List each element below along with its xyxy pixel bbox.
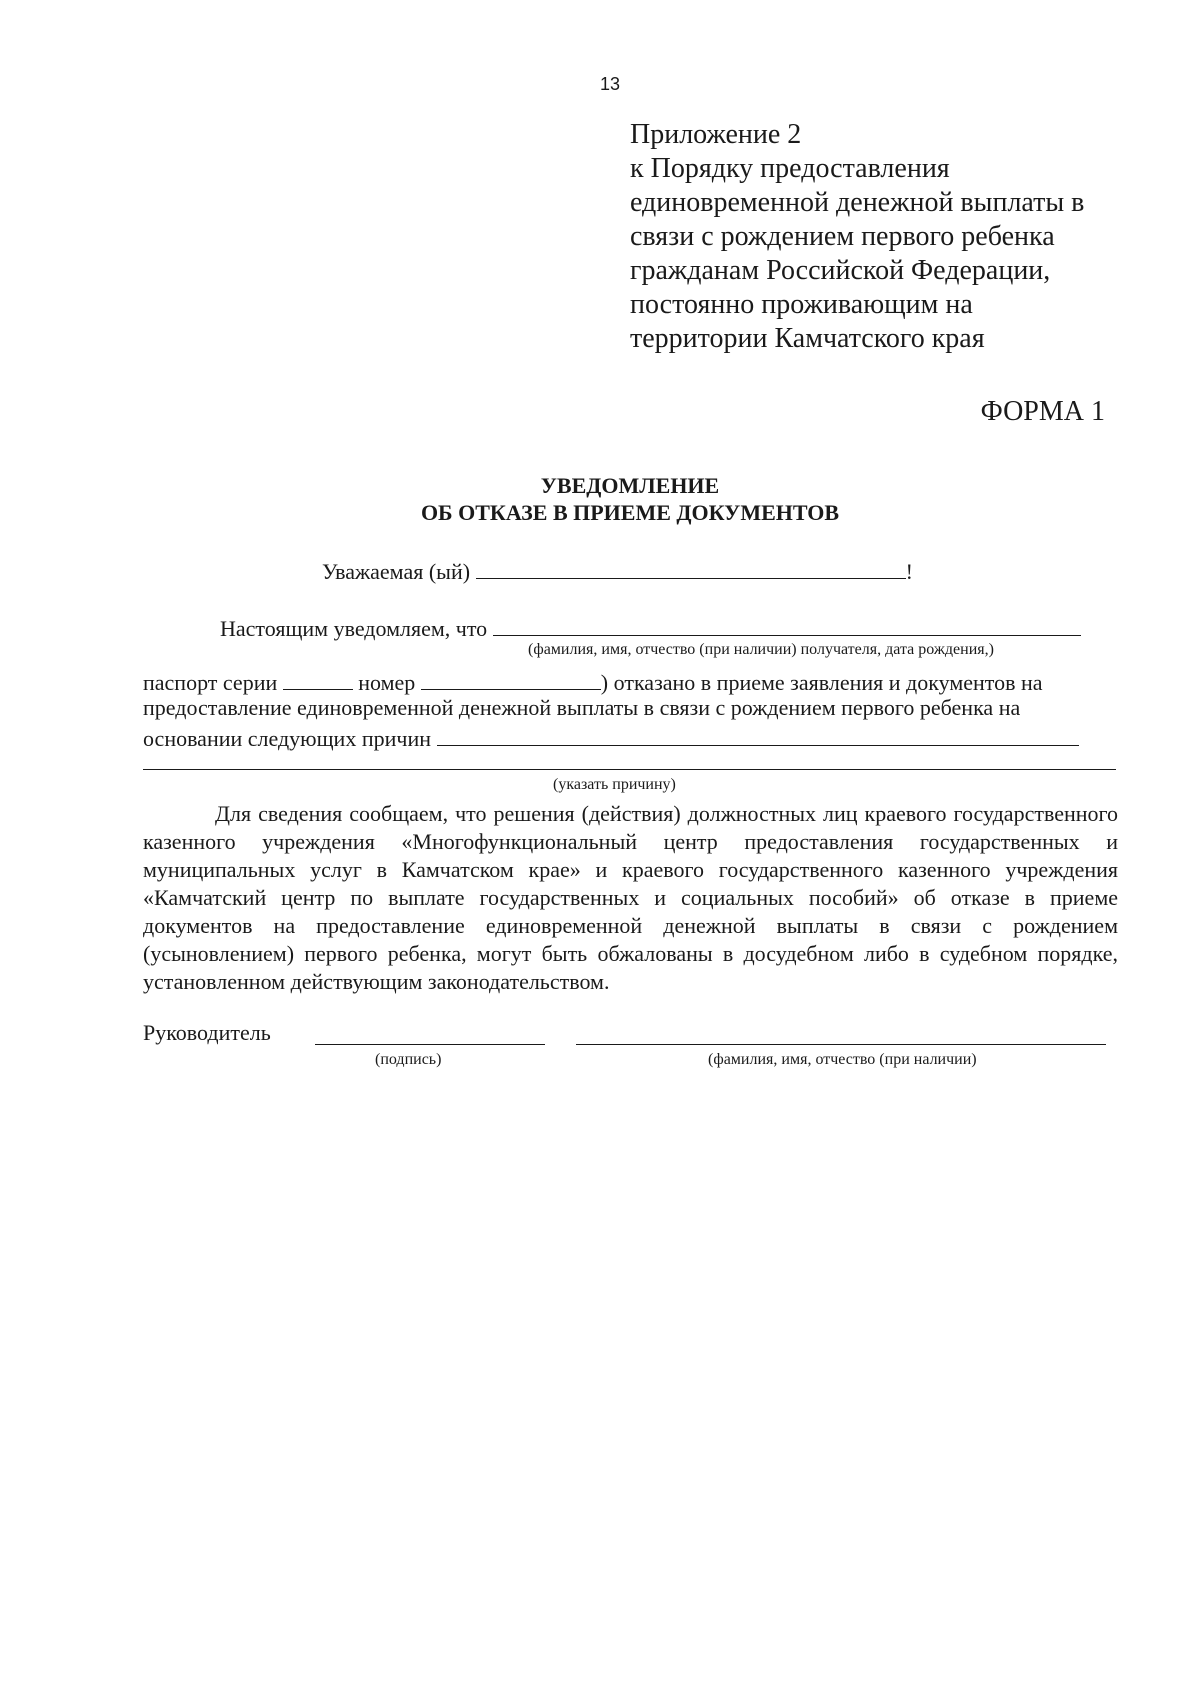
- signature-role: Руководитель: [143, 1020, 271, 1045]
- reason-field-1[interactable]: [437, 723, 1079, 746]
- appendix-line: Приложение 2: [630, 119, 802, 150]
- signature-field[interactable]: [315, 1044, 545, 1045]
- notify-line: [220, 613, 1081, 642]
- recipient-details-field[interactable]: [493, 613, 1081, 636]
- document-title: [0, 472, 1200, 526]
- form-label: ФОРМА 1: [980, 396, 1105, 427]
- appendix-line: территории Камчатского края: [630, 323, 985, 354]
- appendix-block: [630, 118, 1150, 356]
- appendix-line: связи с рождением первого ребенка: [630, 221, 1055, 252]
- notify-prefix: Настоящим уведомляем, что: [220, 616, 488, 641]
- signature-hint: (подпись): [375, 1051, 442, 1068]
- reasons-line: [143, 723, 1079, 752]
- refused-text: ) отказано в приеме заявления и документов на: [600, 670, 1043, 695]
- greeting-line: [322, 556, 913, 585]
- page-number: 13: [600, 74, 621, 94]
- passport-number-label: номер: [358, 670, 416, 695]
- passport-series-label: паспорт серии: [143, 670, 278, 695]
- signatory-name-hint: (фамилия, имя, отчество (при наличии): [708, 1051, 977, 1068]
- title-line-1: УВЕДОМЛЕНИЕ: [540, 473, 720, 498]
- passport-line: [143, 667, 1043, 696]
- info-paragraph: [143, 800, 1118, 996]
- greeting-prefix: Уважаемая (ый): [322, 559, 471, 584]
- appendix-line: постоянно проживающим на: [630, 289, 973, 320]
- payment-line: предоставление единовременной денежной выплаты в связи с рождением первого ребенка на: [143, 695, 1021, 720]
- recipient-name-field[interactable]: [476, 556, 906, 579]
- reasons-label: основании следующих причин: [143, 726, 431, 751]
- appendix-line: единовременной денежной выплаты в: [630, 187, 1085, 218]
- appendix-line: гражданам Российской Федерации,: [630, 255, 1051, 286]
- passport-series-field[interactable]: [283, 667, 353, 690]
- greeting-suffix: !: [905, 559, 913, 584]
- recipient-details-hint: (фамилия, имя, отчество (при наличии) получателя, дата рождения,): [528, 641, 994, 658]
- reason-hint: (указать причину): [553, 776, 676, 793]
- appendix-line: к Порядку предоставления: [630, 153, 950, 184]
- reason-field-2[interactable]: [143, 769, 1116, 770]
- info-text: Для сведения сообщаем, что решения (действия) должностных лиц краевого государственного казенного учреждения «Многофункциональный центр предоставления государственных и муниципальных услуг в Камчатском крае» и краевого государственного казенного учреждения «Камчатский центр по выплате государственных и социальных пособий» об отказе в приеме документов на предоставление единовременной денежной выплаты в связи с рождением (усыновлением) первого ребенка, могут быть обжалованы в досудебном либо в судебном порядке, установленном действующим законодательством.: [143, 801, 1118, 994]
- signatory-name-field[interactable]: [576, 1044, 1106, 1045]
- title-line-2: ОБ ОТКАЗЕ В ПРИЕМЕ ДОКУМЕНТОВ: [420, 500, 840, 525]
- passport-number-field[interactable]: [421, 667, 601, 690]
